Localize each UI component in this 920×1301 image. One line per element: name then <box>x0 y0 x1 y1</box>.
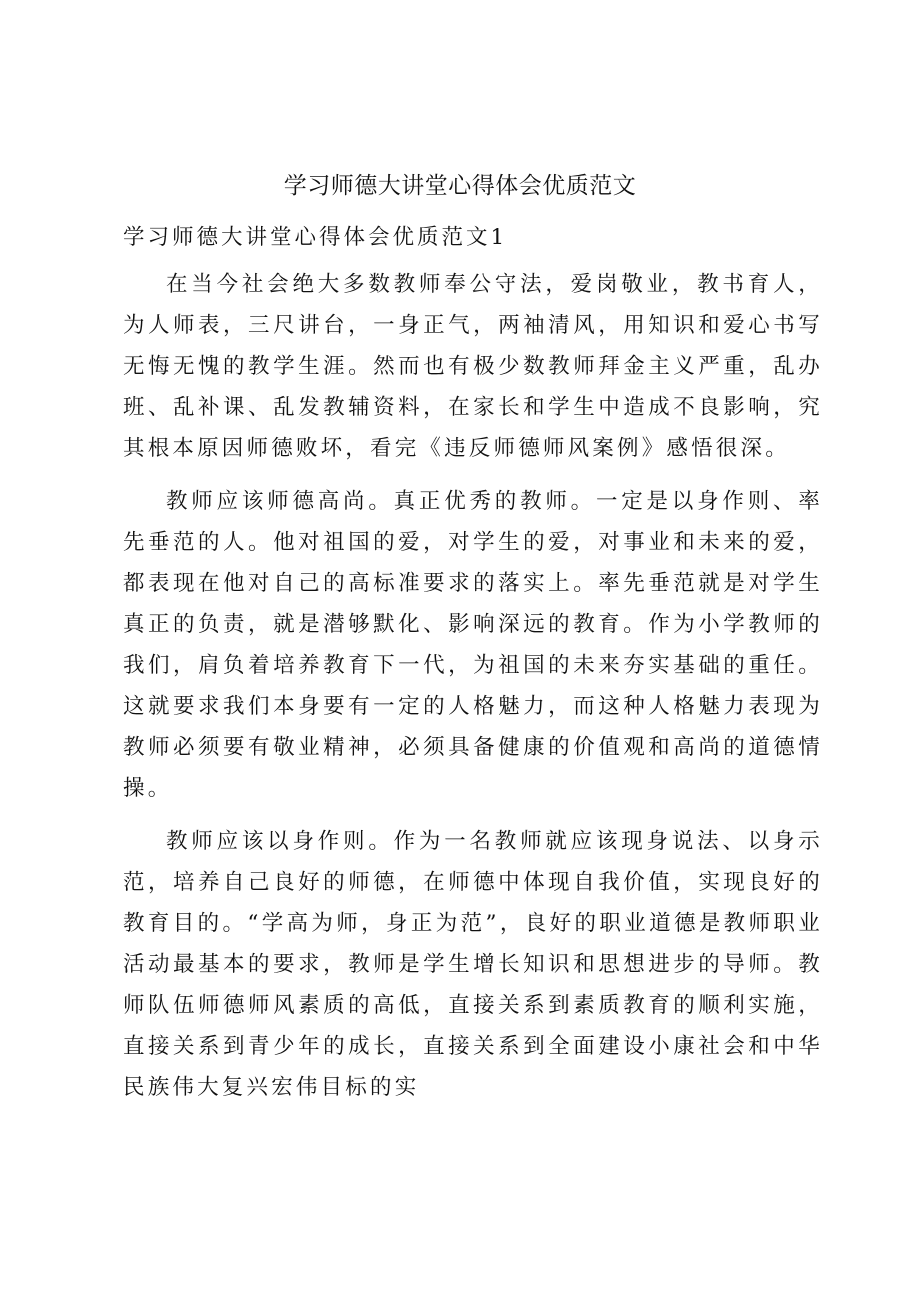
section-heading: 学习师德大讲堂心得体会优质范文1 <box>123 225 508 250</box>
document-title: 学习师德大讲堂心得体会优质范文 <box>283 173 637 199</box>
document-body <box>123 264 823 1120</box>
paragraph-1: 在当今社会绝大多数教师奉公守法，爱岗敬业，教书育人，为人师表，三尺讲台，一身正气，两袖清风，用知识和爱心书写无悔无愧的教学生涯。然而也有极少数教师拜金主义严重，乱办班、乱补课、乱发教辅资料，在家长和学生中造成不良影响，究其根本原因师德败坏，看完《违反师德师风案例》感悟很深。 <box>123 272 823 461</box>
paragraph-3: 教师应该以身作则。作为一名教师就应该现身说法、以身示范，培养自己良好的师德，在师德中体现自我价值，实现良好的教育目的。“学高为师，身正为范”，良好的职业道德是教师职业活动最基本的要求，教师是学生增长知识和思想进步的导师。教师队伍师德师风素质的高低，直接关系到素质教育的顺利实施，直接关系到青少年的成长，直接关系到全面建设小康社会和中华民族伟大复兴宏伟目标的实 <box>123 829 823 1100</box>
paragraph-2: 教师应该师德高尚。真正优秀的教师。一定是以身作则、率先垂范的人。他对祖国的爱，对学生的爱，对事业和未来的爱，都表现在他对自己的高标准要求的落实上。率先垂范就是对学生真正的负责，就是潜够默化、影响深远的教育。作为小学教师的我们，肩负着培养教育下一代，为祖国的未来夯实基础的重任。这就要求我们本身要有一定的人格魅力，而这种人格魅力表现为教师必须要有敬业精神，必须具备健康的价值观和高尚的道德情操。 <box>123 489 823 801</box>
